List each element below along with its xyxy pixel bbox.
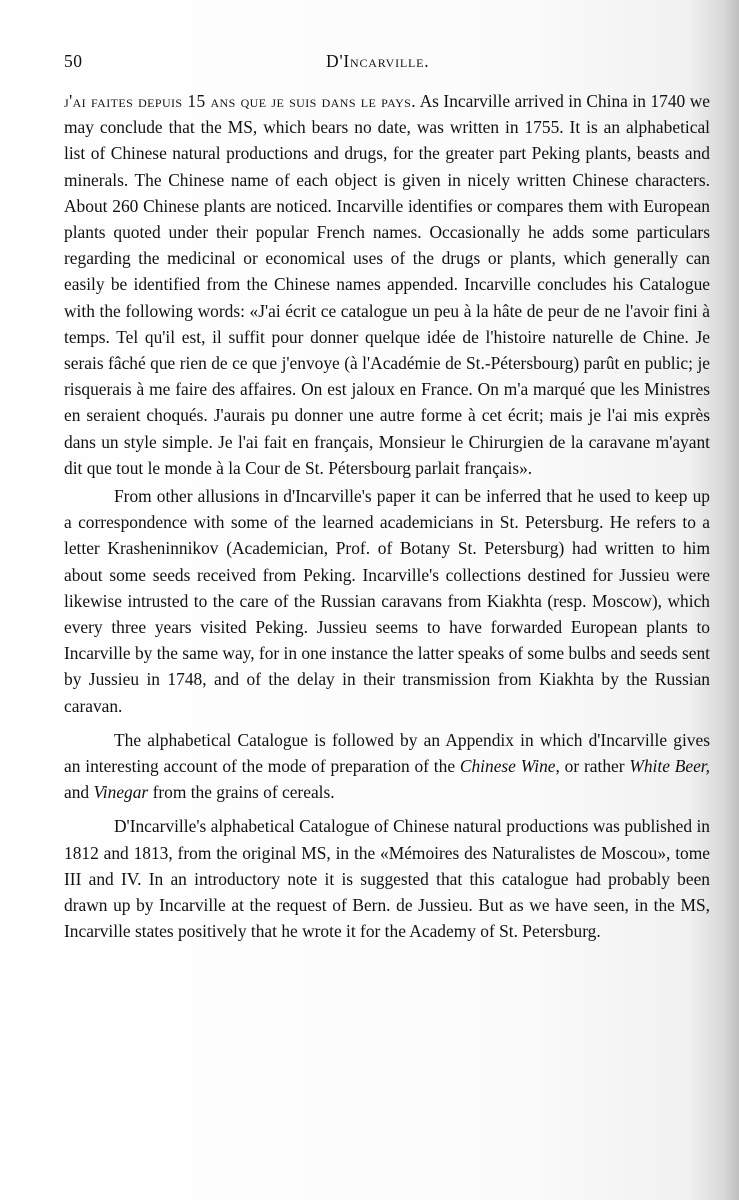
paragraph-1-body: As Incarville arrived in China in 1740 we may conclude that the MS, which bears no date, was written in 1755. It is an alphabetical list of Chinese natural productions and drugs, for the greater part Peking plants, beasts and minerals. The Chinese name of each object is given in nicely written Chinese characters. About 260 Chinese plants are noticed. Incarville identifies or compares them with European plants quoted under their popular French names. Occasionally he adds some particulars regarding the medicinal or economical uses of the drugs or plants, which generally can easily be identified from the Chinese names appended. Incarville concludes his Catalogue with the following words: «J'ai écrit ce catalogue un peu à la hâte de peur de ne l'avoir fini à temps. Tel qu'il est, il suffit pour donner quelque idée de l'histoire naturelle de Chine. Je serais fâché que rien de ce que j'envoye (à l'Académie de St.-Pétersbourg) parût en public; je risquerais à me faire des affaires. On est jaloux en France. On m'a marqué que les Ministres en seraient choqués. J'aurais pu donner une autre forme à cet écrit; mais je l'ai mis exprès dans un style simple. Je l'ai fait en français, Monsieur le Chirurgien de la caravane m'ayant dit que tout le monde à la Cour de St. Pétersbourg parlait français».	[64, 91, 711, 478]
paragraph-3-text-2: , or rather	[555, 756, 630, 777]
paragraph-4: D'Incarville's alphabetical Catalogue of Chinese natural productions was published in 1812 and 1813, from the original MS, in the «Mémoires des Naturalistes de Moscou», tome III and IV. In an introductory note it is suggested that this catalogue had probably been drawn up by Incarville at the request of Bern. de Jussieu. But as we have seen, in the MS, Incarville states positively that he wrote it for the Academy of St. Petersburg.	[64, 816, 710, 942]
vinegar-term: Vinegar	[93, 782, 149, 803]
paragraph-3-text-4: from the grains of cereals.	[148, 782, 335, 803]
paragraph-2: From other allusions in d'Incarville's paper it can be inferred that he used to keep up a correspondence with some of the learned academicians in St. Petersburg. He refers to a letter Krasheninnikov (Academician, Prof. of Botany St. Petersburg) had written to him about some seeds received from Peking. Incarville's collections destined for Jussieu were likewise intrusted to the care of the Russian caravans from Kiakhta (resp. Moscow), which every three years visited Peking. Jussieu seems to have forwarded European plants to Incarville by the same way, for in one instance the latter speaks of some bulbs and seeds sent by Jussieu in 1748, and of the delay in their transmission from Kiakhta by the Russian caravan.	[64, 486, 710, 716]
paragraph-3-text-3: and	[64, 782, 94, 803]
chinese-wine-term: Chinese Wine	[459, 756, 556, 777]
page-content	[64, 48, 710, 945]
paragraph-3-text-1: The alphabetical Catalogue is followed by an Appendix in which d'Incarville gives an interesting account of the mode of preparation of the	[64, 729, 710, 777]
running-head	[64, 48, 710, 78]
white-beer-term: White Beer,	[629, 756, 710, 777]
paragraph-3	[64, 727, 710, 806]
running-title: D'Incarville.	[326, 51, 430, 71]
page-number: 50	[64, 51, 83, 71]
smallcaps-lead: j'ai faites depuis 15 ans que je suis dans le pays.	[64, 91, 417, 111]
paragraph-1	[64, 88, 710, 481]
